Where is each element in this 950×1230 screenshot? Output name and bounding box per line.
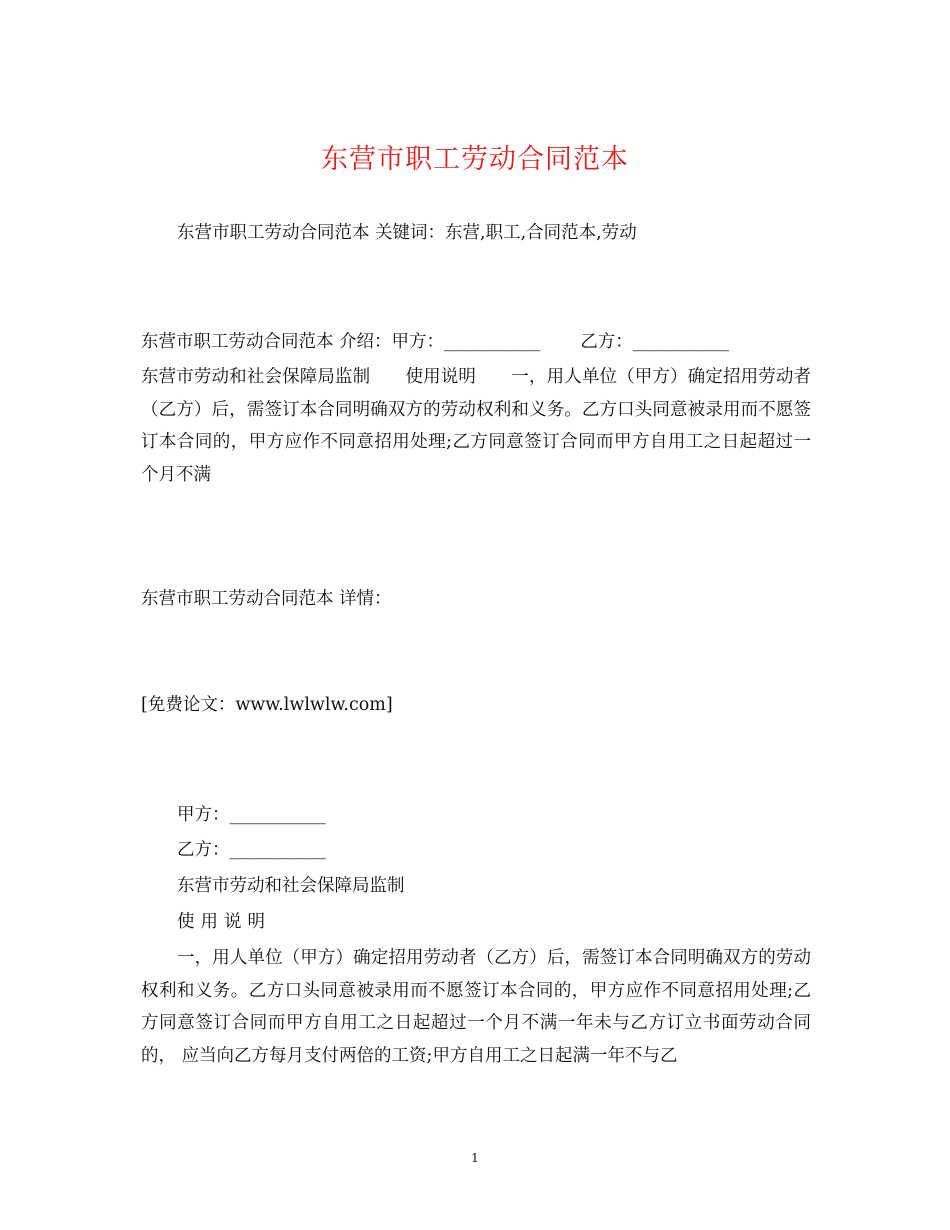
keywords-line: 东营市职工劳动合同范本 关键词：东营,职工,合同范本,劳动 — [177, 223, 637, 243]
document-title: 东营市职工劳动合同范本 — [321, 144, 629, 175]
free-paper-note: [免费论文：www.lwlwlw.com] — [141, 695, 393, 715]
instructions-heading: 使用说明 — [177, 912, 271, 932]
clause-one: 一，用人单位（甲方）确定招用劳动者（乙方）后，需签订本合同明确双方的劳动权利和义务。乙方口头同意被录用而不愿签订本合同的，甲方应作不同意招用处理;乙方同意签订合同而甲方自用工之日起超过一个月不满一年未与乙方订立书面劳动合同的， 应当向乙方每月支付两倍的工资;甲方自用工之日起满一年不与乙 — [141, 948, 811, 1066]
supervisor-line: 东营市劳动和社会保障局监制 — [177, 876, 405, 896]
intro-party-b: 乙方：___________ — [580, 332, 730, 352]
page-number: 1 — [471, 1151, 479, 1165]
party-b-line: 乙方：___________ — [177, 840, 326, 860]
intro-party-a: 东营市职工劳动合同范本 介绍：甲方：___________ — [141, 332, 541, 352]
party-a-line: 甲方：___________ — [177, 805, 326, 825]
details-heading: 东营市职工劳动合同范本 详情： — [141, 589, 392, 609]
intro-first-line — [141, 330, 729, 354]
intro-body: 东营市劳动和社会保障局监制 使用说明 一，用人单位（甲方）确定招用劳动者（乙方）后，需签订本合同明确双方的劳动权利和义务。乙方口头同意被录用而不愿签订本合同的，甲方应作不同意招用处理;乙方同意签订合同而甲方自用工之日起超过一个月不满 — [141, 367, 811, 485]
